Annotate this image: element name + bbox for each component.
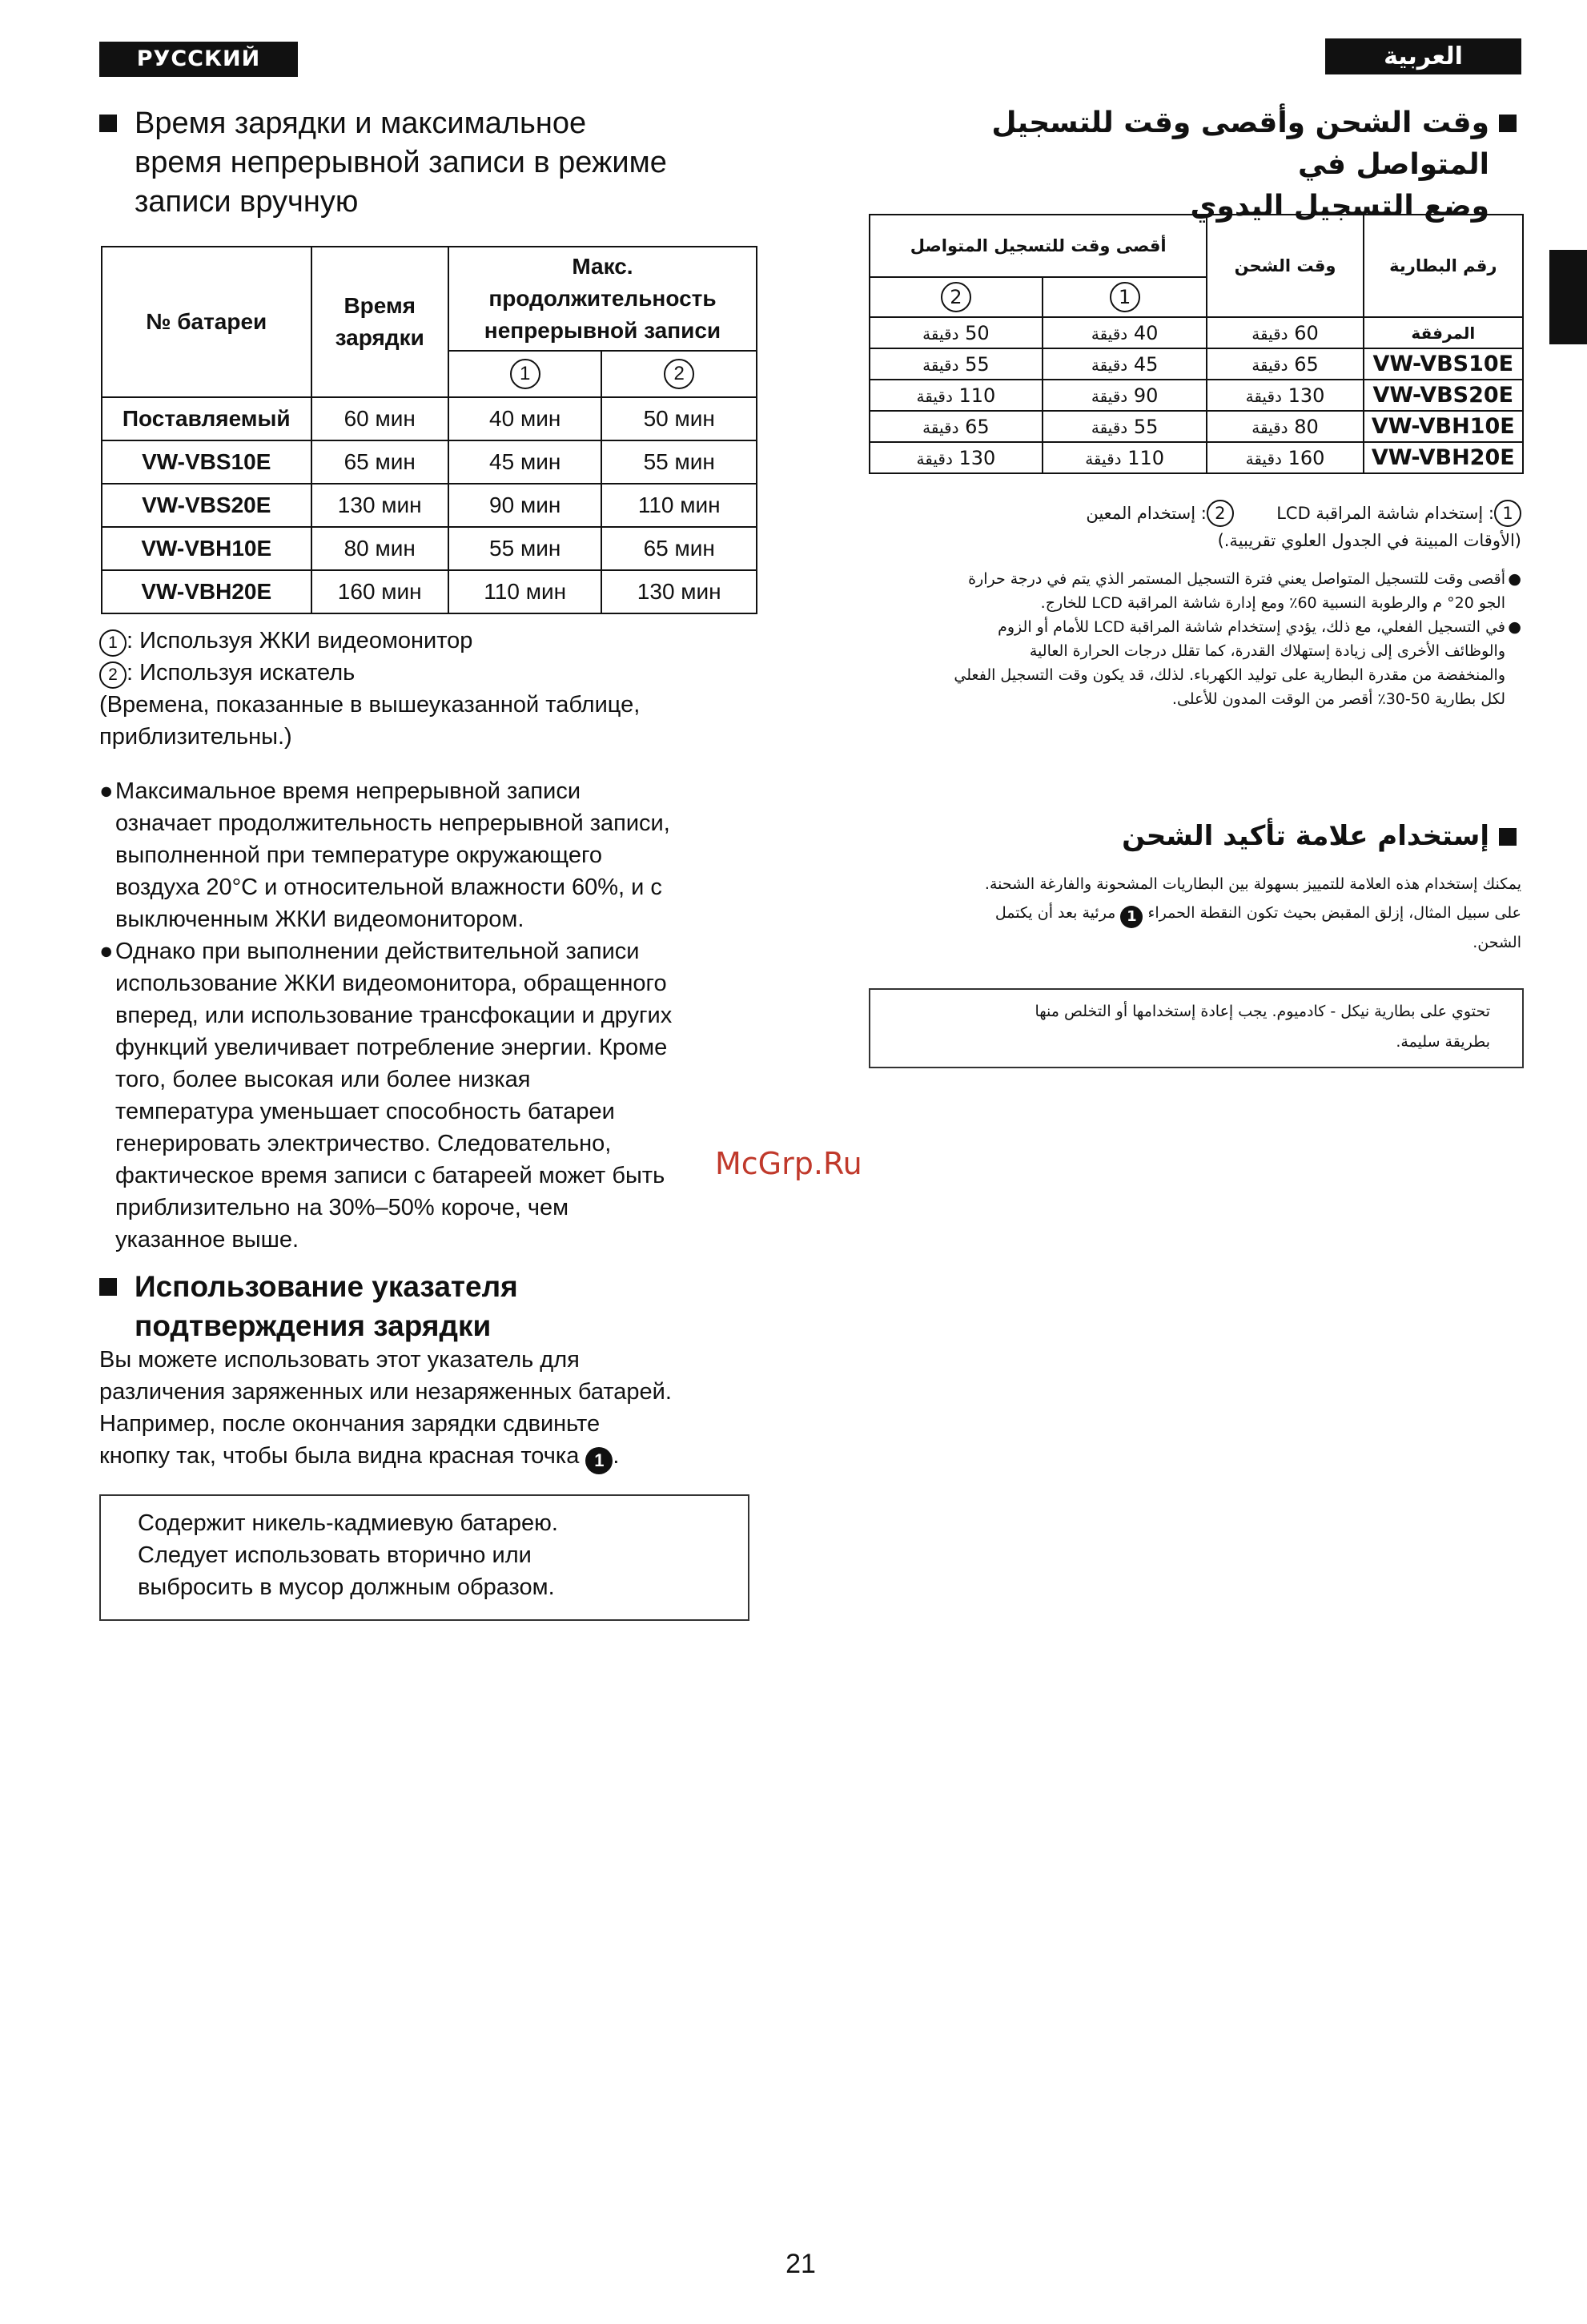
watermark: McGrp.Ru: [715, 1146, 862, 1181]
list-item: ● Однако при выполнении действительной записи использование ЖКИ видеомонитора, обращенного вперед, или использование трансфокации и других функций увеличивает потребление энергии. Кроме того, более высокая или более низкая температура уменьшает способность батареи генерировать электричество. Следовательно, фактическое время записи с батареей может быть приблизительно на 30%–50% короче, чем указанное выше.: [99, 939, 673, 1252]
table-row: المرفقة 60 دقيقة 40 دقيقة 50 دقيقة: [870, 317, 1523, 348]
ru-section2-body: Вы можете использовать этот указатель для различения заряженных или незаряженных батарей. Например, после окончания зарядки сдвиньте кнопку так, чтобы была видна красная точка 1 .: [99, 1344, 772, 1474]
side-index-tab: [1549, 250, 1587, 344]
square-bullet-icon: [1499, 828, 1517, 846]
header-battery: № батареи: [102, 247, 311, 397]
ar-table-notes: 1: إستخدام شاشة المراقبة LCD 2: إستخدام المعين (الأوقات المبينة في الجدول العلوي تقريبية.): [865, 500, 1521, 554]
list-item: ● Максимальное время непрерывной записи означает продолжительность непрерывной записи, выполненной при температуре окружающего воздуха 20°C и относительной влажности 60%, и с выключенным ЖКИ видеомонитором.: [99, 778, 670, 932]
header-col2: 2: [601, 351, 757, 397]
square-bullet-icon: [99, 115, 117, 132]
ar-section2-title: إستخدام علامة تأكيد الشحن: [1122, 820, 1489, 852]
table-row: VW-VBH10E 80 мин 55 мин 65 мин: [102, 527, 757, 570]
ar-recycle-notice-box: تحتوي على بطارية نيكل - كادميوم. يجب إعادة إستخدامها أو التخلص منها بطريقة سليمة.: [869, 988, 1524, 1068]
square-bullet-icon: [99, 1278, 117, 1296]
red-dot-marker-icon: 1: [1120, 906, 1143, 928]
language-tag-arabic: العربية: [1325, 38, 1521, 74]
table-row: VW-VBH20E 160 دقيقة 110 دقيقة 130 دقيقة: [870, 442, 1523, 473]
square-bullet-icon: [1499, 115, 1517, 132]
ar-section1-title: وقت الشحن وأقصى وقت للتسجيل المتواصل في وضع التسجيل اليدوي: [991, 107, 1489, 223]
table-row: Поставляемый 60 мин 40 мин 50 мин: [102, 397, 757, 440]
header-charge-time: Время зарядки: [311, 247, 448, 397]
language-tag-russian: РУССКИЙ ЯЗЫК: [99, 42, 298, 77]
table-row: VW-VBS20E 130 мин 90 мин 110 мин: [102, 484, 757, 527]
header-max-recording: Макс. продолжительность непрерывной записи: [448, 247, 757, 351]
table-row: VW-VBS20E 130 دقيقة 90 دقيقة 110 دقيقة: [870, 380, 1523, 411]
ru-section1-title: Время зарядки и максимальное время непрерывной записи в режиме записи вручную: [99, 104, 772, 222]
ar-charge-time-table: رقم البطارية وقت الشحن أقصى وقت للتسجيل المتواصل 1 2 المرفقة 60 دقيقة 40 دقيقة 50 دقيقة VW-VBS10E 65 دقيقة 45 دقيقة 55 دقيقة VW-VBS20E 130 دقيقة 90 دقيقة 110 دقيقة VW-VBH10E 80 دقيقة 55 دقيقة 65 دقيقة VW-VBH20E 160 دقيقة 110 دقيقة 130 دقيقة: [869, 214, 1524, 474]
header-col1: 1: [448, 351, 602, 397]
ru-bullet-list: [99, 775, 772, 1256]
ar-bullet-list: [865, 567, 1521, 711]
ru-table-notes: 1 : Используя ЖКИ видеомонитор 2 : Используя искатель (Времена, показанные в вышеуказанной таблице, приблизительны.): [99, 628, 641, 750]
red-dot-marker-icon: 1: [585, 1447, 613, 1474]
table-row: VW-VBH20E 160 мин 110 мин 130 мин: [102, 570, 757, 613]
ru-recycle-notice-box: Содержит никель-кадмиевую батарею. Следует использовать вторично или выбросить в мусор должным образом.: [99, 1494, 749, 1621]
ru-charge-time-table: [101, 246, 757, 614]
table-row: VW-VBH10E 80 دقيقة 55 دقيقة 65 دقيقة: [870, 411, 1523, 442]
table-row: VW-VBS10E 65 мин 45 мин 55 мин: [102, 440, 757, 484]
ru-section2-title: Использование указателя подтверждения зарядки: [99, 1267, 772, 1345]
list-item: ● أقصى وقت للتسجيل المتواصل يعني فترة التسجيل المستمر الذي يتم في درجة حرارة الجو 20° م والرطوبة النسبية 60٪ ومع إدارة شاشة المراقبة LCD للخارج.: [968, 570, 1521, 612]
ar-section2-body: يمكنك إستخدام هذه العلامة للتمييز بسهولة بين البطاريات المشحونة والفارغة الشحنة. على سبيل المثال، إزلق المقبض بحيث تكون النقطة الحمراء 1 مرئية بعد أن يكتمل الشحن.: [984, 875, 1521, 951]
list-item: ● في التسجيل الفعلي، مع ذلك، يؤدي إستخدام شاشة المراقبة LCD للأمام أو الزوم والوظائف الأخرى إلى زيادة إستهلاك القدرة، كما تقلل درجات الحرارة العالية والمنخفضة من مقدرة البطارية على توليد الكهرباء. لذلك، قد يكون وقت التسجيل الفعلي لكل بطارية 50-30٪ أقصر من الوقت المدون للأعلى.: [954, 618, 1521, 708]
page-number: 21: [785, 2249, 816, 2279]
table-row: VW-VBS10E 65 دقيقة 45 دقيقة 55 دقيقة: [870, 348, 1523, 380]
